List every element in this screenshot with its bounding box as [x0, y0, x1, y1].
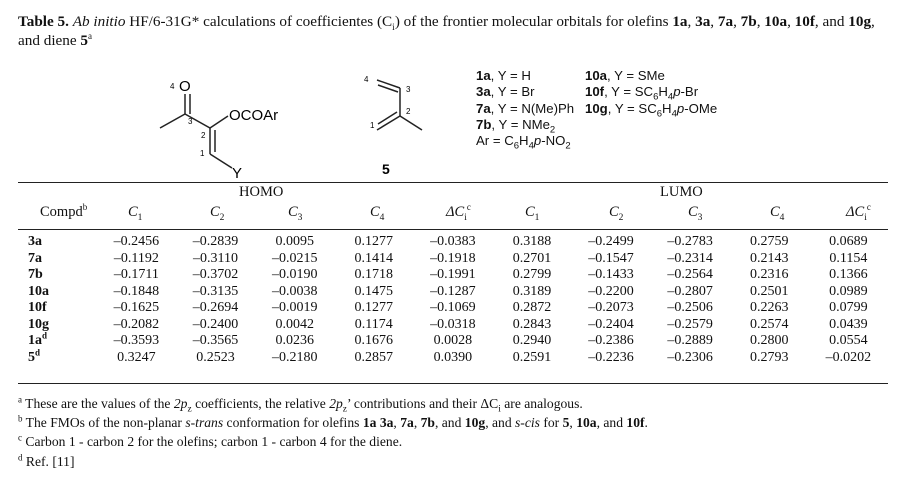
legend-compound-id: 3a [476, 84, 491, 100]
caption-compound-list [672, 13, 875, 30]
atom-o: O [179, 78, 191, 95]
footnote-b-b7: 10f [626, 415, 645, 431]
legend-entry [585, 100, 718, 120]
footnote-b-t2: conformation for olefins [223, 415, 363, 431]
value-cell: –0.2236 [588, 349, 634, 365]
caption-compound: 10f [794, 13, 815, 30]
value-cell: –0.0318 [430, 316, 476, 332]
value-cell: 0.1475 [354, 283, 394, 299]
value-cell: 0.2940 [512, 333, 552, 349]
legend-tail: -OMe [684, 100, 718, 116]
column-header-sub: 4 [779, 212, 785, 223]
footnote-a-mark: a [18, 394, 22, 405]
legend-tail: -Br [680, 84, 699, 100]
diene-num-3: 3 [406, 85, 411, 94]
legend-sub: 2 [549, 124, 556, 136]
caption-sub: i [392, 23, 395, 34]
caption-note-mark: a [88, 30, 93, 41]
diene-num-1: 1 [370, 121, 375, 130]
ocoar-group: OCOAr [229, 107, 279, 124]
footnote-c-mark: c [18, 432, 22, 443]
value-cell: 0.1277 [354, 300, 394, 316]
value-cell: –0.2200 [588, 283, 634, 299]
value-cell: 0.1414 [354, 250, 394, 266]
caption-separator: , [871, 13, 875, 30]
value-cell: –0.2400 [192, 316, 239, 332]
footnote-b-t6: , and [485, 415, 516, 431]
compound-mark: d [35, 347, 41, 358]
header-rule [18, 229, 888, 230]
column-header-symbol: C [770, 204, 780, 220]
column-header-sub: 3 [697, 212, 703, 223]
column-header-symbol: C [210, 204, 220, 220]
value-cell: –0.2306 [667, 349, 713, 365]
footnote-a-sub3: i [498, 404, 501, 415]
compound-id: 5 [28, 349, 35, 365]
value-cell: –0.1192 [113, 250, 159, 266]
value-cell: –0.1918 [430, 250, 476, 266]
footnote-a-t2: coefficients, the relative [191, 396, 330, 411]
footnote-b-mark: b [18, 413, 23, 424]
table-row [18, 267, 888, 284]
reaction-scheme [0, 58, 910, 184]
value-cell: 0.0028 [433, 333, 473, 349]
footnote-a-t1: These are the values of the [25, 396, 174, 411]
value-cell: 0.1718 [354, 267, 394, 283]
legend-entry [476, 133, 574, 152]
value-cell: –0.0019 [271, 300, 318, 316]
legend-compound-id: 10f [585, 84, 605, 100]
footnote-b-t1: The FMOs of the non-planar [25, 415, 186, 431]
value-cell: –0.1547 [588, 250, 634, 266]
legend-desc: , Y = H [490, 68, 531, 83]
footnote-b-t3: , [393, 415, 401, 431]
legend-mid: H [662, 100, 672, 116]
legend-compound-id: 7a [476, 100, 491, 116]
table-top-rule [18, 182, 888, 183]
compound-cell [18, 300, 97, 317]
caption-diene: 5 [80, 32, 89, 49]
column-header-symbol: C [525, 204, 535, 220]
legend-sub: 4 [528, 140, 534, 152]
legend-compound-id: 7b [476, 116, 492, 132]
footnote-a [18, 394, 648, 413]
compound-id: 3a [28, 234, 42, 250]
legend-sub: 2 [565, 140, 571, 152]
caption-compound: 3a [695, 13, 711, 30]
footnote-b-b1: 1a 3a [362, 415, 394, 431]
caption-line2: and diene [18, 32, 81, 49]
caption-separator: , [756, 13, 765, 30]
footnote-b-t8: , [569, 415, 577, 431]
value-cell: –0.3702 [192, 267, 239, 283]
footnote-b-t5: , and [434, 415, 465, 431]
atom-num-3: 3 [188, 117, 193, 126]
footnote-c-text: Carbon 1 - carbon 2 for the olefins; carbon 1 - carbon 4 for the diene. [25, 434, 403, 450]
value-cell: 0.0095 [275, 234, 314, 250]
legend-mid: H [658, 84, 668, 100]
footnote-a-it2: 2p [329, 396, 343, 411]
value-cell: 0.2872 [512, 300, 552, 316]
table-row [18, 333, 888, 350]
compound-cell [18, 317, 97, 334]
caption-compound: 10g [848, 13, 872, 30]
legend-ital: p [533, 133, 542, 149]
compound-id: 10g [28, 316, 49, 332]
legend-plain: Ar = C [476, 133, 514, 149]
value-cell: –0.2506 [667, 300, 713, 316]
column-header [525, 204, 539, 221]
value-cell: 0.2316 [750, 267, 789, 283]
lumo-header: LUMO [660, 184, 703, 200]
value-cell: 0.0689 [829, 234, 868, 250]
diene-bond-methyl [400, 116, 422, 130]
atom-num-2: 2 [201, 131, 206, 140]
homo-header: HOMO [239, 184, 284, 200]
value-cell: –0.2082 [113, 316, 160, 332]
diene-bond-2-1-double [378, 112, 397, 124]
value-cell: 0.2591 [512, 349, 552, 365]
column-header-sub: 1 [137, 212, 143, 223]
value-cell: –0.2404 [588, 316, 634, 332]
compound-cell [18, 234, 97, 251]
legend-sub: 4 [671, 108, 677, 120]
column-header-symbol: C [288, 204, 298, 220]
legend-compound-id: 10g [585, 100, 608, 116]
value-cell: –0.2314 [667, 250, 713, 266]
footnote-a-it1: 2p [173, 396, 188, 411]
column-header-sub: 3 [297, 212, 303, 223]
column-header-sub: 2 [219, 212, 225, 223]
caption-compound: 7a [717, 13, 734, 30]
caption-separator: , [687, 13, 696, 30]
column-header [210, 204, 224, 221]
column-header-symbol: C [688, 204, 698, 220]
value-cell: 0.2523 [196, 349, 235, 365]
atom-num-4: 4 [170, 82, 175, 91]
compound-id: 7b [28, 267, 43, 283]
caption-compound: 1a [672, 13, 688, 30]
legend-desc: , Y = Br [490, 84, 535, 100]
value-cell: –0.2499 [588, 234, 634, 250]
value-cell: 0.2263 [750, 300, 789, 316]
table-row [18, 251, 888, 268]
olefin-structure [160, 94, 232, 168]
footnote-b-t7: for [539, 415, 563, 431]
value-cell: –0.2694 [192, 300, 239, 316]
y-substituent: Y [232, 165, 243, 182]
legend-compound-id: 1a [476, 68, 491, 83]
legend-tail: -NO [541, 133, 566, 149]
value-cell: 0.0042 [275, 316, 314, 332]
legend-desc: , Y = SC [604, 84, 654, 100]
value-cell: 0.2800 [750, 333, 789, 349]
diene-bond-4-3 [377, 80, 400, 88]
legend-entry [585, 68, 717, 84]
compd-header-text: Compd [40, 204, 83, 220]
value-cell: 0.1366 [829, 267, 868, 283]
compound-cell [18, 347, 97, 367]
compound-cell [18, 251, 97, 268]
compd-header [40, 204, 87, 221]
column-header-mark: c [466, 202, 471, 213]
value-cell: –0.2073 [588, 300, 634, 316]
value-cell: 0.2793 [750, 349, 789, 365]
value-cell: –0.0215 [271, 250, 318, 266]
value-cell: –0.1848 [113, 283, 160, 299]
value-cell: –0.0190 [271, 267, 318, 283]
column-header [770, 204, 784, 221]
column-header-sub: i [464, 212, 467, 223]
column-header [288, 204, 302, 221]
substituent-legend-left [476, 68, 575, 152]
column-header-sub: 1 [534, 212, 540, 223]
footnote-d [18, 452, 648, 471]
table-row [18, 284, 888, 301]
compound-cell [18, 267, 97, 284]
legend-ital: p [673, 84, 681, 100]
bond-c2-o [210, 116, 228, 128]
value-cell: 0.2501 [750, 283, 789, 299]
value-cell: 0.1154 [829, 250, 868, 266]
bond-c1-y [210, 154, 232, 168]
legend-sub: 6 [653, 91, 659, 103]
value-cell: –0.2889 [667, 333, 713, 349]
column-header [370, 204, 384, 221]
footnote-b-b5: 5 [562, 415, 570, 431]
legend-desc: , Y = NMe [491, 116, 550, 132]
value-cell: 0.1277 [354, 234, 394, 250]
diene-num-4: 4 [364, 75, 369, 84]
value-cell: 0.2574 [750, 316, 789, 332]
value-cell: –0.0038 [271, 283, 318, 299]
value-cell: –0.2456 [113, 234, 160, 250]
caption-compound: 10a [764, 13, 788, 30]
column-header [128, 204, 142, 221]
bond-methyl [160, 114, 185, 128]
value-cell: –0.1069 [430, 300, 476, 316]
value-cell: –0.2807 [667, 283, 713, 299]
column-header-sub: 4 [379, 212, 385, 223]
legend-entry [476, 116, 574, 136]
value-cell: 0.1174 [354, 316, 393, 332]
value-cell: 0.2143 [750, 250, 789, 266]
footnote-b-b2: 7a [400, 415, 414, 431]
footnote-b-it1: s-trans [185, 415, 224, 431]
value-cell: 0.2857 [354, 349, 394, 365]
table-row [18, 350, 888, 367]
footnote-b-t10: . [644, 415, 648, 431]
legend-desc: , Y = SMe [607, 68, 665, 83]
value-cell: 0.0799 [829, 300, 868, 316]
footnote-a-t4: are analogous. [500, 396, 583, 411]
legend-entry [476, 68, 574, 84]
substituent-legend-right [585, 68, 718, 120]
footnote-a-t3: ’ contributions and their ΔC [347, 396, 499, 411]
legend-ital: p [676, 100, 685, 116]
value-cell: 0.3189 [512, 283, 552, 299]
caption-separator: , [787, 13, 795, 30]
value-cell: –0.2783 [667, 234, 713, 250]
footnote-b-t9: , and [596, 415, 627, 431]
footnote-c [18, 432, 648, 451]
diene-label: 5 [382, 161, 390, 177]
value-cell: –0.2180 [271, 349, 318, 365]
legend-desc: , Y = SC [607, 100, 657, 116]
legend-desc: , Y = N(Me)Ph [490, 100, 575, 116]
value-cell: 0.0236 [275, 333, 314, 349]
value-cell: 0.3188 [512, 234, 552, 250]
coefficients-table [18, 234, 888, 366]
column-header-symbol: C [370, 204, 380, 220]
compound-id: 10f [28, 300, 47, 316]
column-header-symbol: C [128, 204, 138, 220]
table-row [18, 234, 888, 251]
column-header [446, 204, 471, 221]
value-cell: –0.3110 [193, 250, 239, 266]
legend-sub: 4 [667, 91, 674, 103]
caption-text-b: ) of the frontier molecular orbitals for olefins [394, 13, 673, 30]
column-header-symbol: ΔC [446, 204, 465, 220]
compound-id: 1a [28, 333, 42, 349]
compd-header-mark: b [82, 202, 88, 213]
legend-sub: 6 [656, 108, 663, 120]
column-header [846, 204, 871, 221]
atom-num-1: 1 [200, 149, 205, 158]
legend-sub: 6 [513, 140, 520, 152]
compound-id: 10a [28, 283, 49, 299]
value-cell: –0.1711 [113, 267, 159, 283]
compound-mark: d [42, 330, 48, 341]
column-header-sub: 2 [618, 212, 624, 223]
table-label: Table 5. [18, 13, 69, 30]
value-cell: –0.3135 [192, 283, 239, 299]
caption-separator: , [710, 13, 718, 30]
caption-italic: Ab initio [72, 13, 126, 30]
value-cell: –0.2564 [667, 267, 713, 283]
footnote-b-b4: 10g [464, 415, 486, 431]
column-header [688, 204, 702, 221]
value-cell: 0.3247 [117, 349, 156, 365]
footnote-d-mark: d [18, 452, 23, 463]
compound-cell [18, 330, 97, 350]
value-cell: –0.3565 [192, 333, 239, 349]
value-cell: –0.1287 [430, 283, 476, 299]
diene-structure [377, 80, 422, 130]
value-cell: 0.0989 [829, 283, 868, 299]
value-cell: 0.2843 [512, 316, 552, 332]
value-cell: –0.1625 [113, 300, 160, 316]
value-cell: 0.0439 [829, 316, 868, 332]
legend-entry [476, 84, 574, 100]
table-row [18, 300, 888, 317]
caption-separator: , [733, 13, 741, 30]
diene-num-2: 2 [406, 107, 411, 116]
footnote-b-t4: , [413, 415, 421, 431]
footnote-b-b3: 7b [420, 415, 435, 431]
value-cell: 0.1676 [354, 333, 394, 349]
caption-compound: 7b [740, 13, 757, 30]
legend-entry [585, 84, 717, 103]
column-header-symbol: ΔC [846, 204, 865, 220]
table-body [18, 234, 888, 366]
value-cell: –0.1433 [588, 267, 634, 283]
value-cell: –0.1991 [430, 267, 476, 283]
value-cell: 0.2799 [512, 267, 552, 283]
table-row [18, 317, 888, 334]
footnote-a-sub1: z [187, 404, 192, 415]
footnotes [18, 394, 648, 471]
legend-mid: H [519, 133, 529, 149]
value-cell: 0.0390 [433, 349, 473, 365]
compound-id: 7a [28, 250, 42, 266]
table-bottom-rule [18, 383, 888, 384]
footnote-b [18, 413, 648, 432]
column-header-sub: i [864, 212, 867, 223]
value-cell: –0.2839 [192, 234, 239, 250]
footnote-a-sub2: z [342, 404, 348, 415]
table-caption [18, 12, 894, 50]
caption-separator: , and [814, 13, 849, 30]
legend-entry [476, 101, 574, 117]
value-cell: 0.2701 [512, 250, 552, 266]
footnote-b-b6: 10a [576, 415, 597, 431]
footnote-d-text: Ref. [11] [25, 453, 75, 469]
value-cell: –0.3593 [113, 333, 160, 349]
value-cell: –0.2386 [588, 333, 634, 349]
caption-text-a: HF/6-31G* calculations of coefficientes (C [129, 13, 393, 30]
column-header-symbol: C [609, 204, 619, 220]
value-cell: –0.0202 [825, 349, 872, 365]
compound-cell [18, 284, 97, 301]
value-cell: 0.0554 [829, 333, 868, 349]
footnote-b-it2: s-cis [515, 415, 540, 431]
value-cell: –0.0383 [430, 234, 476, 250]
value-cell: 0.2759 [750, 234, 789, 250]
legend-compound-id: 10a [585, 68, 608, 83]
column-header [609, 204, 623, 221]
value-cell: –0.2579 [667, 316, 713, 332]
column-header-mark: c [866, 202, 871, 213]
